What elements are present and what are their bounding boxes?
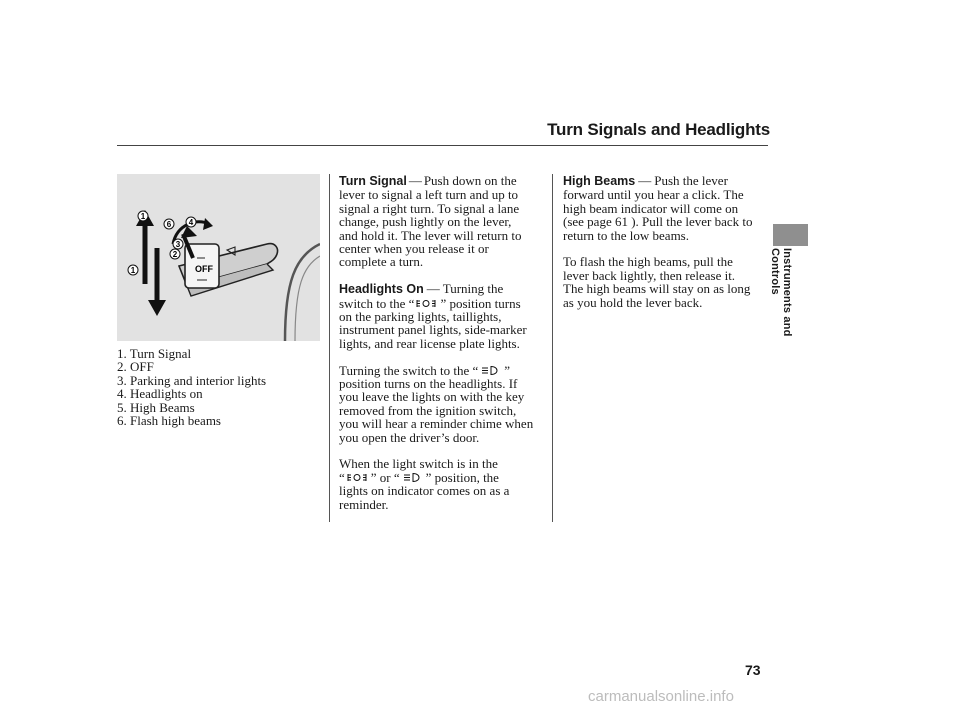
legend-item: 1. Turn Signal: [117, 346, 192, 361]
middle-column: [339, 174, 551, 511]
turn-signal-text: and hold it. The lever will return to: [339, 227, 522, 243]
steering-column-inner: [295, 256, 320, 341]
em-dash: —: [426, 281, 440, 297]
column-divider-right: [552, 174, 553, 522]
rotate-arrowhead-top: [203, 218, 213, 230]
headlights-text: you open the driver’s door.: [339, 429, 480, 445]
headlights-text: ” position, the: [425, 469, 499, 485]
right-column: [563, 174, 768, 309]
headlights-text: When the light switch is in the: [339, 456, 498, 472]
headlights-text: ” position turns: [440, 295, 521, 311]
page-title: Turn Signals and Headlights: [547, 120, 770, 139]
high-beams-text: (see page 61 ). Pull the lever back to: [563, 214, 753, 230]
column-divider-left: [329, 174, 330, 522]
headlights-text: lights on indicator comes on as a: [339, 483, 510, 499]
headlights-heading: Headlights On: [339, 282, 424, 297]
callout-1-top: 1: [140, 212, 146, 221]
callout-1-bottom: 1: [130, 266, 136, 275]
headlights-icon: [400, 472, 426, 483]
headlights-text: switch to the “: [339, 295, 415, 311]
turn-signal-text: change, push lightly on the lever,: [339, 214, 512, 230]
section-tab-marker: [773, 224, 808, 246]
legend-item: 5. High Beams: [117, 399, 195, 415]
flash-text: lever back lightly, then release it.: [563, 267, 736, 283]
headlights-text: you leave the lights on with the key: [339, 389, 525, 405]
high-beams-heading: High Beams: [563, 174, 636, 188]
turn-signal-text: signal a right turn. To signal a lane: [339, 200, 520, 216]
em-dash: —: [408, 173, 422, 188]
turn-signal-text: center when you release it or: [339, 241, 489, 257]
high-beams-text: high beam indicator will come on: [563, 200, 739, 216]
watermark: carmanualsonline.info: [588, 688, 734, 705]
off-label: OFF: [195, 264, 213, 274]
headlights-text: you will hear a reminder chime when: [339, 416, 534, 432]
lever-diagram: [117, 174, 320, 341]
em-dash: —: [638, 173, 652, 188]
header-rule: [117, 145, 768, 146]
high-beams-text: Push the lever: [654, 173, 728, 188]
headlights-text: removed from the ignition switch,: [339, 402, 517, 418]
high-beams-text: forward until you hear a click. The: [563, 187, 744, 203]
page-number: 73: [745, 662, 761, 678]
headlights-text: Turning the switch to the “: [339, 362, 479, 378]
headlights-text: ” or “: [370, 469, 400, 485]
headlights-text: Turning the: [442, 281, 504, 297]
headlights-text: on the parking lights, taillights,: [339, 309, 502, 325]
flash-text: as you hold the lever back.: [563, 294, 703, 310]
flash-text: The high beams will stay on as long: [563, 281, 751, 297]
parking-lights-icon: [345, 472, 371, 483]
headlights-text: reminder.: [339, 496, 389, 512]
headlights-text: position turns on the headlights. If: [339, 376, 518, 392]
turn-signal-heading: Turn Signal: [339, 174, 407, 188]
turn-signal-text: Push down on the: [423, 173, 517, 188]
callout-3: 3: [175, 240, 181, 249]
turn-signal-text: complete a turn.: [339, 254, 424, 270]
figure-legend: [117, 347, 317, 427]
headlights-text: lights, and rear license plate lights.: [339, 335, 520, 351]
callout-2: 2: [172, 250, 178, 259]
headlights-text: “: [339, 469, 345, 485]
high-beams-text: return to the low beams.: [563, 227, 689, 243]
callout-4: 4: [188, 218, 194, 227]
turn-down-arrowhead: [148, 300, 166, 316]
legend-item: 3. Parking and interior lights: [117, 372, 267, 388]
headlights-text: instrument panel lights, side-marker: [339, 322, 527, 338]
lever-illustration: [117, 174, 320, 341]
callout-6: 6: [166, 220, 172, 229]
section-tab-label: Instruments and Controls: [769, 248, 793, 337]
parking-lights-icon: [414, 298, 440, 309]
headlights-text: ”: [504, 362, 511, 378]
legend-item: 2. OFF: [117, 359, 154, 375]
turn-signal-text: lever to signal a left turn and up to: [339, 187, 519, 203]
headlights-icon: [478, 365, 504, 376]
steering-column-outline: [285, 244, 320, 341]
flash-text: To flash the high beams, pull the: [563, 254, 733, 270]
legend-item: 4. Headlights on: [117, 386, 203, 402]
legend-item: 6. Flash high beams: [117, 413, 221, 429]
